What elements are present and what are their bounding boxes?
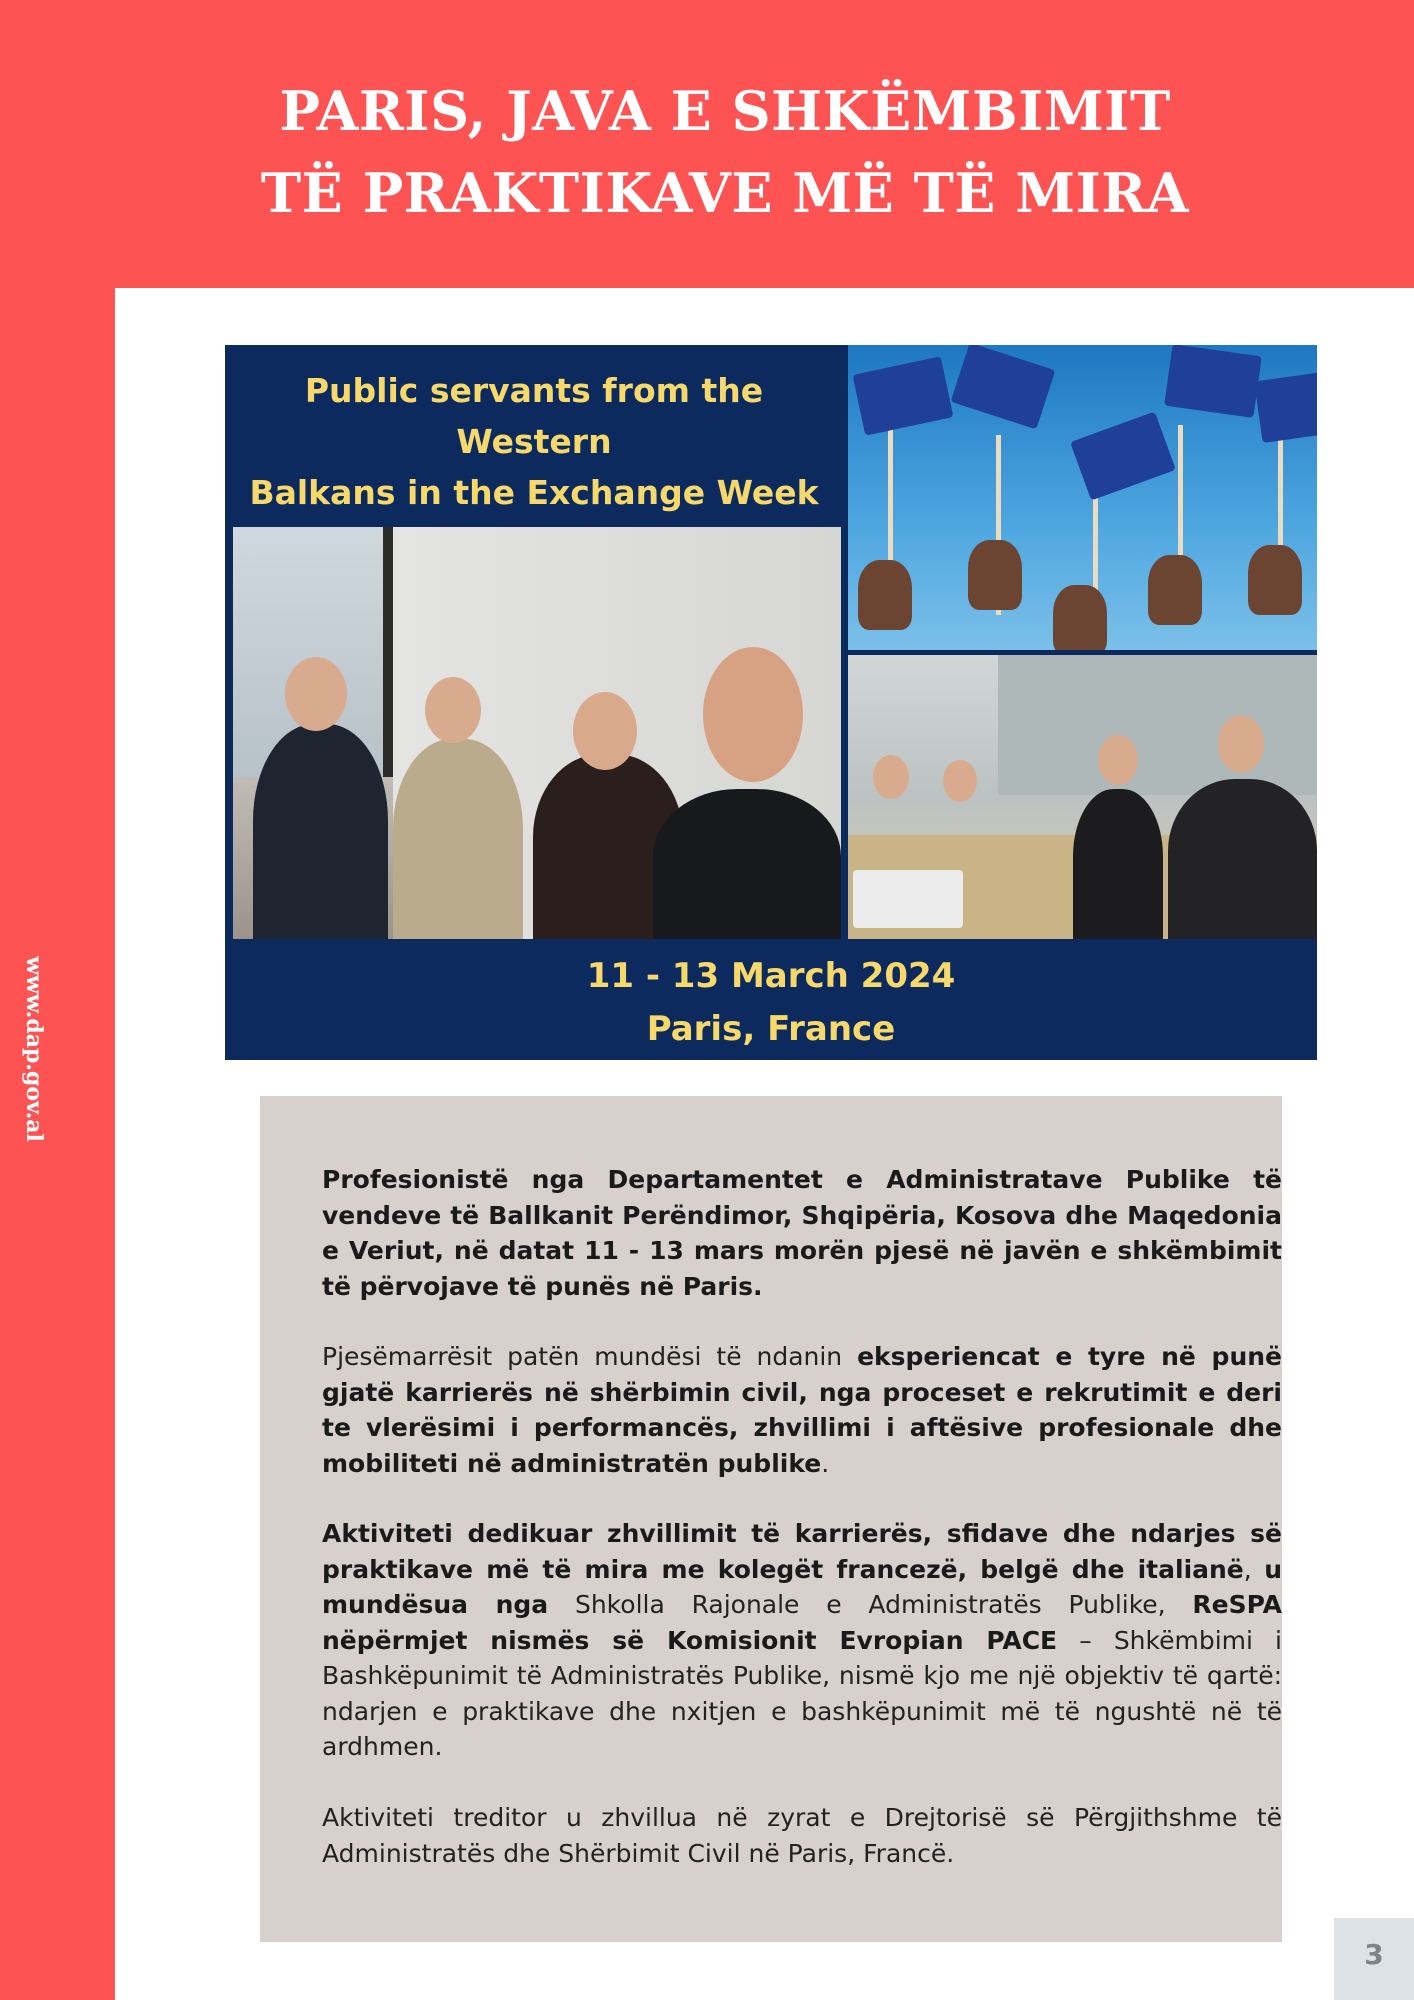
eu-flag-icon xyxy=(1254,369,1317,443)
flag-stick xyxy=(888,405,893,585)
person-figure xyxy=(1168,779,1317,939)
meeting-windows xyxy=(998,655,1317,795)
poster-location: Paris, France xyxy=(646,1009,896,1049)
raised-hand xyxy=(1248,545,1302,615)
projector xyxy=(853,870,963,928)
article-paragraph-1: Profesionistë nga Departamentet e Administratave Publike të vendeve të Ballkanit Perëndimor, Shqipëria, Kosova dhe Maqedonia e Veriut, në datat 11 - 13 mars morën pjesë në javën e shkëmbimit të përvojave të punës në Paris. xyxy=(322,1165,1282,1301)
article-paragraph-3: Aktiviteti dedikuar zhvillimit të karrierës, sfidave dhe ndarjes së praktikave më të mira me kolegët francezë, belgë dhe italianë, u mundësua nga Shkolla Rajonale e Administratës Publike, ReSPA nëpërmjet nismës së Komisionit Evropian PACE – Shkëmbimi i Bashkëpunimit të Administratës Publike, nismë kjo me një objektiv të qartë: ndarjen e praktikave dhe nxitjen e bashkëpunimit më të ngushtë në të ardhmen. xyxy=(322,1519,1283,1761)
page-title-line-2: TË PRAKTIKAVE MË TË MIRA xyxy=(260,161,1190,225)
person-figure xyxy=(253,724,388,939)
person-head xyxy=(873,755,909,799)
meeting-photo xyxy=(848,655,1317,939)
raised-hand xyxy=(858,560,912,630)
page-title-line-1: PARIS, JAVA E SHKËMBIMIT xyxy=(279,79,1171,143)
article-paragraph-2: Pjesëmarrësit patën mundësi të ndanin eksperiencat e tyre në punë gjatë karrierës në shërbimin civil, nga proceset e rekrutimit e deri te vlerësimi i performancës, zhvillimi i aftësive profesionale dhe mobiliteti në administratën publike. xyxy=(322,1342,1282,1478)
eu-flag-icon xyxy=(1070,411,1176,500)
person-head xyxy=(943,760,977,802)
person-figure xyxy=(393,739,523,939)
person-figure xyxy=(653,789,841,939)
raised-hand xyxy=(1053,585,1107,650)
page-title xyxy=(115,70,1335,234)
person-head xyxy=(1218,715,1264,773)
event-poster xyxy=(225,345,1317,1060)
article-textbox xyxy=(260,1096,1282,1942)
person-head xyxy=(285,657,347,731)
person-head xyxy=(703,647,803,782)
poster-headline-line-2: Balkans in the Exchange Week xyxy=(249,473,819,512)
poster-date: 11 - 13 March 2024 xyxy=(586,956,956,996)
eu-flag-icon xyxy=(1164,345,1262,418)
poster-date-location xyxy=(225,950,1317,1056)
sidebar-url-text: www.dap.gov.al xyxy=(21,956,47,1142)
sidebar-band xyxy=(0,0,115,2000)
person-head xyxy=(573,692,637,770)
group-photo xyxy=(233,527,841,939)
eu-flag-icon xyxy=(853,356,954,435)
person-head xyxy=(425,677,481,743)
article-paragraph-4: Aktiviteti treditor u zhvillua në zyrat e Drejtorisë së Përgjithshme të Administratës dhe Shërbimit Civil në Paris, Francë. xyxy=(322,1803,1282,1868)
raised-hand xyxy=(1148,555,1202,625)
person-head xyxy=(1098,735,1138,785)
poster-headline-line-1: Public servants from the Western xyxy=(304,371,764,461)
eu-flag-icon xyxy=(951,345,1056,429)
page-number: 3 xyxy=(1364,1938,1384,1971)
eu-flags-photo xyxy=(848,345,1317,650)
raised-hand xyxy=(968,540,1022,610)
person-figure xyxy=(1073,789,1163,939)
page-number-box xyxy=(1334,1918,1414,2000)
